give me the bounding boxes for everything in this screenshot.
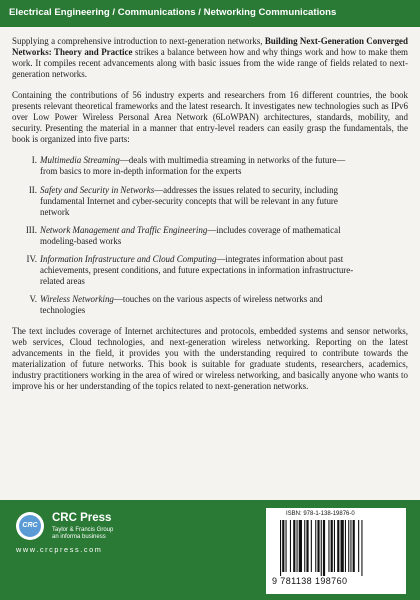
- part-description: —includes coverage of mathematical modeling-based works: [40, 224, 341, 246]
- publisher-tagline: an informa business: [52, 534, 106, 540]
- intro-lead-text: Supplying a comprehensive introduction to next-generation networks,: [12, 36, 265, 46]
- intro-tail-text: strikes a balance between how and why things work and how to make them work. It compiles recent advancements along with basic issues from the wide range of fields related to next-generation networks.: [12, 47, 408, 80]
- part-title: Safety and Security in Networks: [40, 184, 155, 195]
- parts-list: [12, 155, 408, 316]
- part-number: IV.: [26, 253, 37, 264]
- part-number: II.: [28, 184, 37, 195]
- back-cover-description: [12, 36, 408, 402]
- list-item-part-3: [12, 225, 408, 247]
- list-item-part-4: [12, 254, 408, 287]
- part-title: Information Infrastructure and Cloud Computing: [40, 253, 217, 264]
- part-text: [40, 254, 360, 287]
- crc-logo-icon: [16, 512, 44, 540]
- publisher-group: [52, 527, 113, 541]
- part-title: Multimedia Streaming: [40, 155, 120, 166]
- part-text: [40, 225, 360, 247]
- category-breadcrumb: Electrical Engineering / Communications / Networking Communications: [9, 7, 337, 18]
- publisher-group-line: Taylor & Francis Group: [52, 527, 114, 533]
- isbn-barcode: [266, 508, 406, 594]
- list-item-part-1: [12, 155, 408, 177]
- part-number: V.: [29, 293, 37, 304]
- isbn-label: ISBN: 978-1-138-19876-0: [286, 511, 355, 517]
- part-title: Wireless Networking: [40, 293, 114, 304]
- part-text: [40, 294, 360, 316]
- part-text: [40, 185, 360, 218]
- publisher-url: www.crcpress.com: [16, 545, 103, 554]
- publisher-name: CRC Press: [52, 512, 112, 524]
- book-title: Building Next-Generation Converged Networks: Theory and Practice: [12, 36, 408, 58]
- crc-logo-mark: CRC: [19, 515, 41, 537]
- contributors-paragraph: Containing the contributions of 56 industry experts and researchers from 16 different countries, the book presents relevant theoretical frameworks and the latest research. It investigates new technologies such as IPv6 over Low Power Wireless Personal Area Network (6LoWPAN) architectures, standards, mobility, and security. Presenting the material in a manner that entry-level readers can easily grasp the fundamentals, the book is organized into five parts:: [12, 90, 408, 145]
- part-description: —touches on the various aspects of wireless networks and technologies: [40, 293, 323, 315]
- top-category-bar: [0, 0, 420, 27]
- part-title: Network Management and Traffic Engineering: [40, 224, 208, 235]
- part-description: —integrates information about past achievements, present conditions, and future expectations in information infrastructure-related areas: [40, 253, 354, 286]
- part-number: III.: [25, 224, 37, 235]
- part-description: —deals with multimedia streaming in networks of the future—from basics to more in-depth information for the experts: [40, 155, 346, 177]
- intro-paragraph: [12, 36, 408, 80]
- barcode-bars-icon: [280, 520, 392, 576]
- part-number: I.: [31, 155, 37, 166]
- closing-paragraph: The text includes coverage of Internet architectures and protocols, embedded systems and sensor networks, web services, Cloud technologies, and next-generation wireless networking. Reporting on the latest advancements in the field, it provides you with the understanding required to contribute towards the materialization of future networks. This book is suitable for graduate students, researchers, academics, industry practitioners working in the area of wired or wireless networking, and basically anyone who wants to improve his or her understanding of the topics related to next-generation networks.: [12, 325, 408, 392]
- part-description: —addresses the issues related to security, including fundamental Internet and cyber-security concepts that will be relevant in any future network: [40, 184, 339, 217]
- barcode-digits: 9 781138 198760: [272, 576, 348, 586]
- list-item-part-2: [12, 185, 408, 218]
- part-text: [40, 155, 360, 177]
- publisher-footer: [0, 500, 420, 600]
- list-item-part-5: [12, 294, 408, 316]
